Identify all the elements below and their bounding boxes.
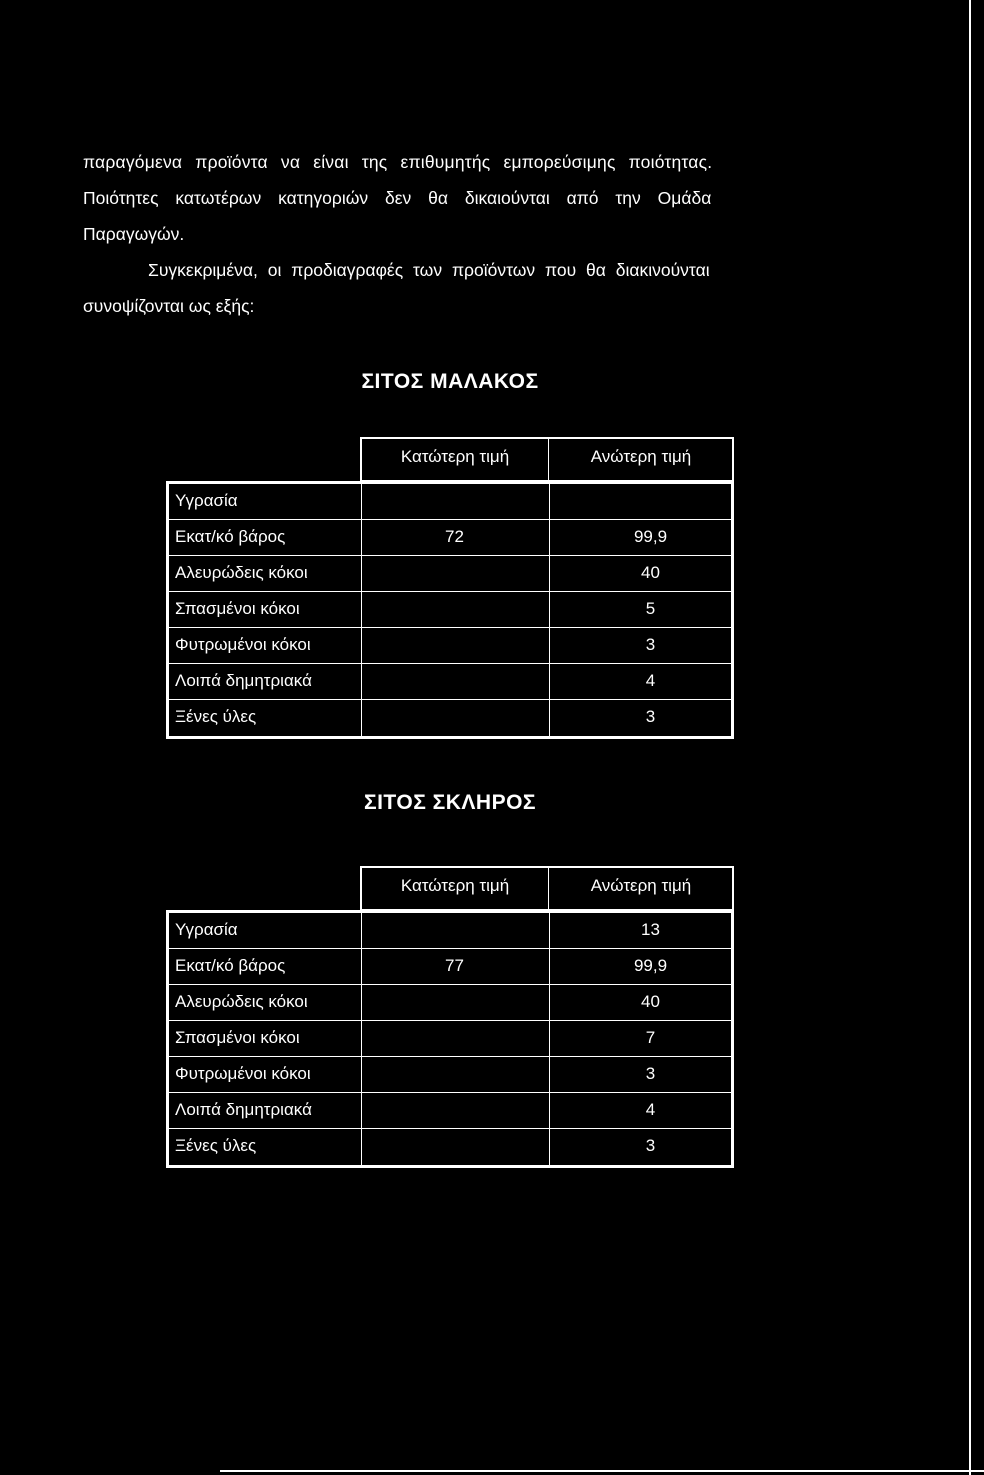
- row-label: Ξένες ύλες: [175, 1136, 257, 1155]
- row-low-value: [361, 484, 547, 519]
- row-label: Φυτρωμένοι κόκοι: [175, 1064, 311, 1083]
- row-label: Φυτρωμένοι κόκοι: [175, 635, 311, 654]
- row-high-value: 3: [549, 700, 735, 736]
- row-low-value: 77: [361, 949, 547, 984]
- table-row: [169, 664, 731, 700]
- row-high-value: 3: [549, 1057, 735, 1092]
- row-high-value: 40: [549, 556, 735, 591]
- row-label: Λοιπά δημητριακά: [175, 671, 312, 690]
- table-body: [166, 481, 734, 739]
- row-label: Ξένες ύλες: [175, 707, 257, 726]
- row-high-value: 99,9: [549, 520, 735, 555]
- row-high-value: 3: [549, 628, 735, 663]
- right-edge-line: [969, 0, 971, 1475]
- row-low-value: [361, 592, 547, 627]
- table-row: [169, 913, 731, 949]
- row-high-value: 5: [549, 592, 735, 627]
- table-row: [169, 1057, 731, 1093]
- row-low-value: [361, 664, 547, 699]
- table-row: [169, 520, 731, 556]
- section-title-soft-wheat: ΣΙΤΟΣ ΜΑΛΑΚΟΣ: [361, 370, 539, 393]
- row-label: Σπασμένοι κόκοι: [175, 599, 300, 618]
- row-label: Εκατ/κό βάρος: [175, 956, 286, 975]
- row-label: Αλευρώδεις κόκοι: [175, 563, 308, 582]
- table-body: [166, 910, 734, 1168]
- table-row: [169, 949, 731, 985]
- row-label: Αλευρώδεις κόκοι: [175, 992, 308, 1011]
- row-label: Λοιπά δημητριακά: [175, 1100, 312, 1119]
- header-low-value: Κατώτερη τιμή: [400, 447, 510, 466]
- row-high-value: 40: [549, 985, 735, 1020]
- row-low-value: [361, 913, 547, 948]
- table-header: [360, 437, 734, 481]
- table-row: [169, 592, 731, 628]
- row-low-value: [361, 1057, 547, 1092]
- row-high-value: 4: [549, 664, 735, 699]
- paragraph-line-2: Ποιότητες κατωτέρων κατηγοριών δεν θα δικαιούνται από την Ομάδα: [83, 188, 712, 208]
- row-high-value: 99,9: [549, 949, 735, 984]
- header-high-value: Ανώτερη τιμή: [590, 876, 692, 895]
- paragraph-line-5: συνοψίζονται ως εξής:: [83, 296, 255, 316]
- row-low-value: [361, 1129, 547, 1165]
- row-low-value: 72: [361, 520, 547, 555]
- table-row: [169, 484, 731, 520]
- header-high-value: Ανώτερη τιμή: [590, 447, 692, 466]
- paragraph-line-4: Συγκεκριμένα, οι προδιαγραφές των προϊόντων που θα διακινούνται: [148, 260, 710, 280]
- row-low-value: [361, 628, 547, 663]
- row-high-value: 7: [549, 1021, 735, 1056]
- bottom-edge-line: [220, 1470, 984, 1472]
- row-low-value: [361, 1093, 547, 1128]
- row-high-value: [549, 484, 735, 519]
- row-low-value: [361, 556, 547, 591]
- row-high-value: 4: [549, 1093, 735, 1128]
- table-row: [169, 985, 731, 1021]
- table-row: [169, 1129, 731, 1165]
- row-label: Υγρασία: [175, 491, 238, 510]
- row-label: Υγρασία: [175, 920, 238, 939]
- section-title-hard-wheat: ΣΙΤΟΣ ΣΚΛΗΡΟΣ: [363, 791, 537, 814]
- table-row: [169, 628, 731, 664]
- table-row: [169, 1093, 731, 1129]
- row-low-value: [361, 700, 547, 736]
- table-row: [169, 700, 731, 736]
- header-low-value: Κατώτερη τιμή: [400, 876, 510, 895]
- row-high-value: 13: [549, 913, 735, 948]
- table-row: [169, 556, 731, 592]
- row-high-value: 3: [549, 1129, 735, 1165]
- row-label: Σπασμένοι κόκοι: [175, 1028, 300, 1047]
- row-low-value: [361, 1021, 547, 1056]
- table-header: [360, 866, 734, 910]
- paragraph-line-3: Παραγωγών.: [83, 224, 185, 244]
- row-label: Εκατ/κό βάρος: [175, 527, 286, 546]
- row-low-value: [361, 985, 547, 1020]
- paragraph-line-1: παραγόμενα προϊόντα να είναι της επιθυμητής εμπορεύσιμης ποιότητας.: [83, 152, 713, 172]
- table-row: [169, 1021, 731, 1057]
